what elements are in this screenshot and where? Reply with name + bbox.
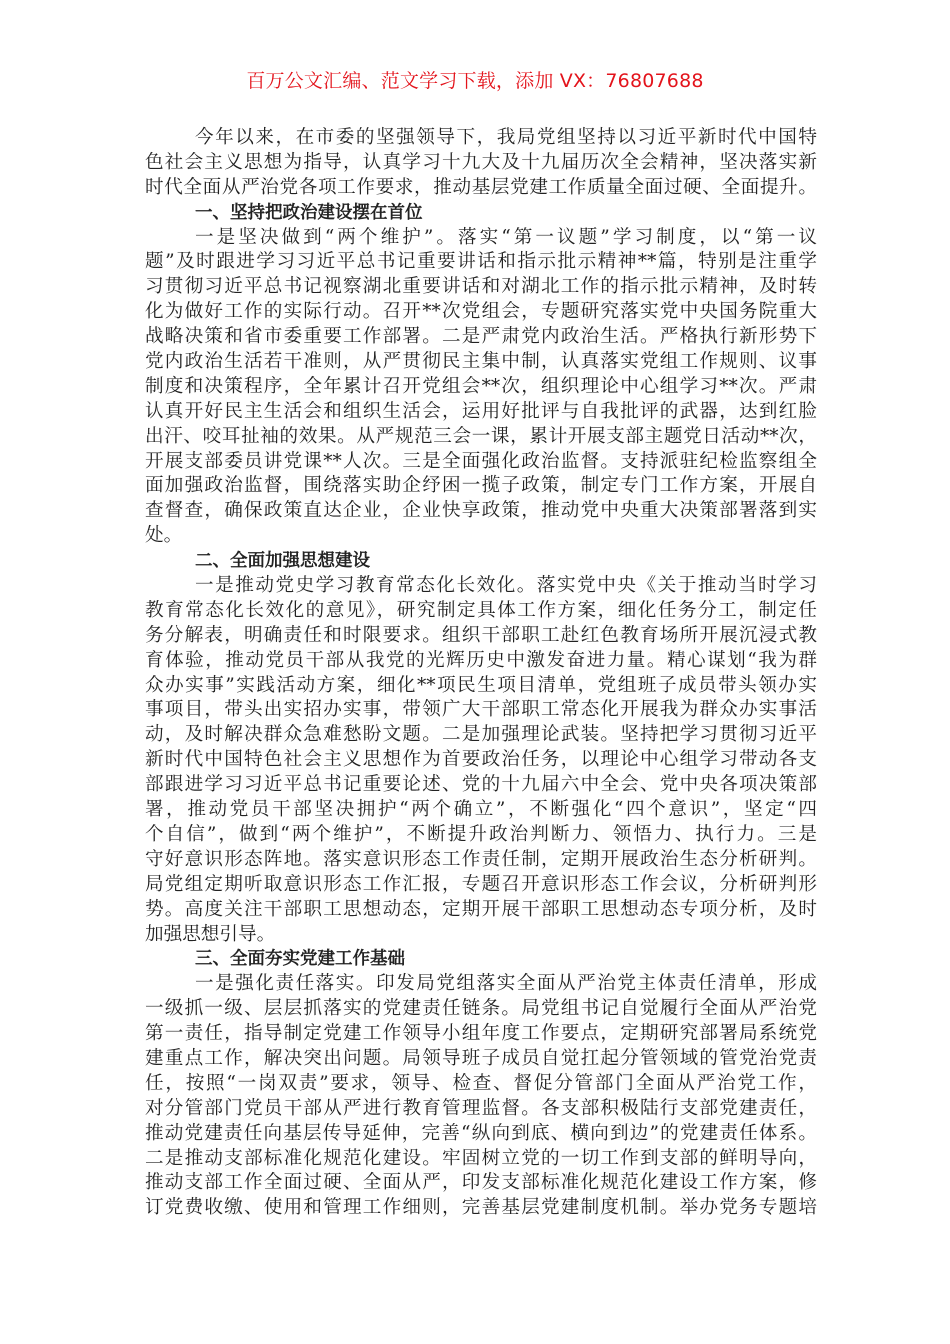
heading-text: 一、坚持把政治建设摆在首位 xyxy=(195,202,423,223)
text-line: 任，按照“一岗双责”要求，领导、检查、督促分管部门全面从严治党工作， xyxy=(145,1072,817,1094)
text-line: 查督查，确保政策直达企业，企业快享政策，推动党中央重大决策部署落到实 xyxy=(145,500,817,522)
header-watermark-banner: 百万公文汇编、范文学习下载，添加 VX：76807688 xyxy=(246,70,704,92)
text-line: 推动支部工作全面过硬、全面从严，印发支部标准化规范化建设工作方案，修 xyxy=(145,1172,817,1194)
text-line: 一是坚决做到“两个维护”。落实“第一议题”学习制度，以“第一议 xyxy=(195,226,817,248)
text-line: 部跟进学习习近平总书记重要论述、党的十九届六中全会、党中央各项决策部 xyxy=(145,774,817,796)
text-line: 第一责任，指导制定党建工作领导小组年度工作要点，定期研究部署局系统党 xyxy=(145,1023,817,1045)
text-line: 一是推动党史学习教育常态化长效化。落实党中央《关于推动当时学习 xyxy=(195,575,817,597)
text-line: 开展支部委员讲党课**人次。三是全面强化政治监督。支持派驻纪检监察组全 xyxy=(145,450,817,472)
text-line: 对分管部门党员干部从严进行教育管理监督。各支部积极陆行支部党建责任， xyxy=(145,1097,817,1119)
text-line: 今年以来，在市委的坚强领导下，我局党组坚持以习近平新时代中国特 xyxy=(195,127,817,148)
text-line: 习贯彻习近平总书记视察湖北重要讲话和对湖北工作的指示批示精神，及时转 xyxy=(145,276,817,298)
text-line: 育体验，推动党员干部从我党的光辉历史中激发奋进力量。精心谋划“我为群 xyxy=(145,649,817,671)
text-line: 署，推动党员干部坚决拥护“两个确立”，不断强化“四个意识”，坚定“四 xyxy=(145,799,817,821)
paragraph xyxy=(145,574,817,947)
text-line: 动，及时解决群众急难愁盼文题。二是加强理论武装。坚持把学习贯彻习近平 xyxy=(145,724,817,746)
text-line: 教育常态化长效化的意见》，研究制定具体工作方案，细化任务分工，制定任 xyxy=(145,599,817,621)
text-line: 二是推动支部标准化规范化建设。牢固树立党的一切工作到支部的鲜明导向， xyxy=(145,1147,817,1169)
text-line: 势。高度关注干部职工思想动态，定期开展干部职工思想动态专项分析，及时 xyxy=(145,898,817,920)
text-line: 推动党建责任向基层传导延伸，完善“纵向到底、横向到边”的党建责任体系。 xyxy=(145,1122,817,1144)
text-line: 制度和决策程序，全年累计召开党组会**次，组织理论中心组学习**次。严肃 xyxy=(145,375,817,397)
text-line: 一级抓一级、层层抓落实的党建责任链条。局党组书记自觉履行全面从严治党 xyxy=(145,998,817,1020)
text-line: 面加强政治监督，围绕落实助企纾困一揽子政策，制定专门工作方案，开展自 xyxy=(145,475,817,497)
text-line: 局党组定期听取意识形态工作汇报，专题召开意识形态工作会议，分析研判形 xyxy=(145,873,817,895)
text-line: 题”及时跟进学习习近平总书记重要讲话和指示批示精神**篇，特别是注重学 xyxy=(145,251,817,273)
text-line: 守好意识形态阵地。落实意识形态工作责任制，定期开展政治生态分析研判。 xyxy=(145,848,817,870)
text-line: 认真开好民主生活会和组织生活会，运用好批评与自我批评的武器，达到红脸 xyxy=(145,400,817,422)
text-line: 订党费收缴、使用和管理工作细则，完善基层党建制度机制。举办党务专题培 xyxy=(145,1197,817,1219)
section-heading xyxy=(145,947,817,972)
text-line: 色社会主义思想为指导，认真学习十九大及十九届历次全会精神，坚决落实新 xyxy=(145,151,817,173)
text-line: 出汗、咬耳扯袖的效果。从严规范三会一课，累计开展支部主题党日活动**次， xyxy=(145,425,817,447)
document-body xyxy=(145,126,817,1221)
section-heading xyxy=(145,549,817,574)
heading-text: 三、全面夯实党建工作基础 xyxy=(195,949,405,970)
text-line: 时代全面从严治党各项工作要求，推动基层党建工作质量全面过硬、全面提升。 xyxy=(145,176,817,198)
paragraph xyxy=(145,972,817,1221)
text-line: 事项目，带头出实招办实事，带领广大干部职工常态化开展我为群众办实事活 xyxy=(145,699,817,721)
paragraph xyxy=(145,226,817,550)
text-line: 处。 xyxy=(145,525,183,547)
text-line: 务分解表，明确责任和时限要求。组织干部职工赴红色教育场所开展沉浸式教 xyxy=(145,624,817,646)
heading-text: 二、全面加强思想建设 xyxy=(195,551,370,572)
text-line: 化为做好工作的实际行动。召开**次党组会，专题研究落实党中央国务院重大 xyxy=(145,301,817,323)
text-line: 个自信”，做到“两个维护”，不断提升政治判断力、领悟力、执行力。三是 xyxy=(145,823,817,845)
text-line: 战略决策和省市委重要工作部署。二是严肃党内政治生活。严格执行新形势下 xyxy=(145,326,817,348)
section-heading xyxy=(145,201,817,226)
text-line: 新时代中国特色社会主义思想作为首要政治任务，以理论中心组学习带动各支 xyxy=(145,749,817,771)
text-line: 加强思想引导。 xyxy=(145,923,276,945)
text-line: 众办实事”实践活动方案，细化**项民生项目清单，党组班子成员带头领办实 xyxy=(145,674,817,696)
text-line: 党内政治生活若干准则，从严贯彻民主集中制，认真落实党组工作规则、议事 xyxy=(145,351,817,373)
text-line: 一是强化责任落实。印发局党组落实全面从严治党主体责任清单，形成 xyxy=(195,973,817,995)
text-line: 建重点工作，解决突出问题。局领导班子成员自觉扛起分管领域的管党治党责 xyxy=(145,1047,817,1069)
paragraph xyxy=(145,126,817,201)
